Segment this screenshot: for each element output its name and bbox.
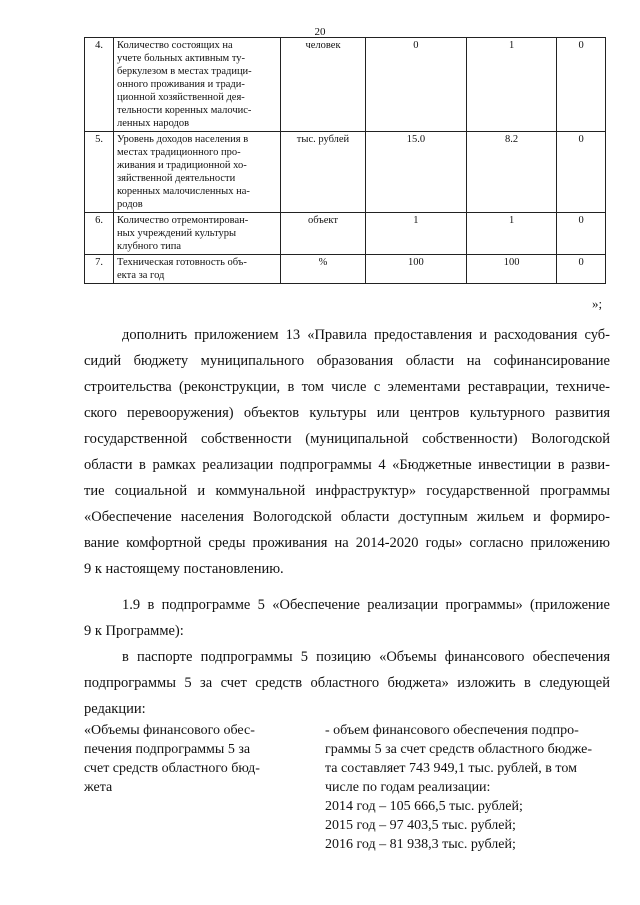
indicators-table (84, 37, 606, 284)
unit-cell: тыс. рублей (281, 132, 366, 213)
passport-right-column: - объем финансового обеспечения подпро- граммы 5 за счет средств областного бюдже- та составляет 743 949,1 тыс. рублей, в том числе по годам реализации: 2014 год – 105 666,5 тыс. рублей; 2015 год – 97 403,5 тыс. рублей; 2016 год – 81 938,3 тыс. рублей; (325, 723, 592, 852)
value-cell: 100 (366, 255, 467, 284)
value-cell: 0 (366, 38, 467, 132)
value-cell: 0 (557, 38, 606, 132)
unit-cell: % (281, 255, 366, 284)
indicator-name: Количество состоящих на учете больных активным ту- беркулезом в местах традици- онного проживания и тради- ционной хозяйственной дея- тельности коренных малочис- ленных народов (114, 38, 281, 132)
row-number: 4. (85, 38, 114, 132)
value-cell: 1 (466, 213, 556, 255)
value-cell: 8.2 (466, 132, 556, 213)
table-row (85, 38, 606, 132)
value-cell: 0 (557, 213, 606, 255)
value-cell: 15.0 (366, 132, 467, 213)
page-number: 20 (314, 26, 326, 38)
row-number: 5. (85, 132, 114, 213)
table-row (85, 213, 606, 255)
value-cell: 100 (466, 255, 556, 284)
value-cell: 1 (366, 213, 467, 255)
indicator-name: Техническая готовность объ- екта за год (114, 255, 281, 284)
row-number: 6. (85, 213, 114, 255)
paragraph-passport: в паспорте подпрограммы 5 позицию «Объемы финансового обеспечения подпрограммы 5 за счет средств областного бюджета» изложить в следующей редакции: (84, 649, 610, 717)
unit-cell: объект (281, 213, 366, 255)
indicator-name: Количество отремонтирован- ных учреждений культуры клубного типа (114, 213, 281, 255)
unit-cell: человек (281, 38, 366, 132)
paragraph-appendix-13: дополнить приложением 13 «Правила предоставления и расходования суб- сидий бюджету муниципального образования области на софинансирование строительства (реконструкции, в том числе с элементами реставрации, техниче- ского перевооружения) объектов культуры или центров культурного развития государственной собственности (муниципальной собственности) Вологодской области в рамках реализации подпрограммы 4 «Бюджетные инвестиции в разви- тие социальной и коммунальной инфраструктур» государственной программы «Обеспечение населения Вологодской области доступным жильем и формиро- вание комфортной среды проживания на 2014-2020 годы» согласно приложению 9 к настоящему постановлению. (84, 327, 610, 577)
passport-left-column: «Объемы финансового обес- печения подпрограммы 5 за счет средств областного бюд- жета (84, 723, 260, 795)
indicator-name: Уровень доходов населения в местах традиционного про- живания и традиционной хо- зяйственной деятельности коренных малочисленных на- родов (114, 132, 281, 213)
value-cell: 0 (557, 132, 606, 213)
paragraph-subprogram-5: 1.9 в подпрограмме 5 «Обеспечение реализации программы» (приложение 9 к Программе): (84, 597, 610, 639)
value-cell: 0 (557, 255, 606, 284)
table-row (85, 132, 606, 213)
row-number: 7. (85, 255, 114, 284)
table-closing-quote: »; (592, 296, 603, 311)
table-row (85, 255, 606, 284)
value-cell: 1 (466, 38, 556, 132)
